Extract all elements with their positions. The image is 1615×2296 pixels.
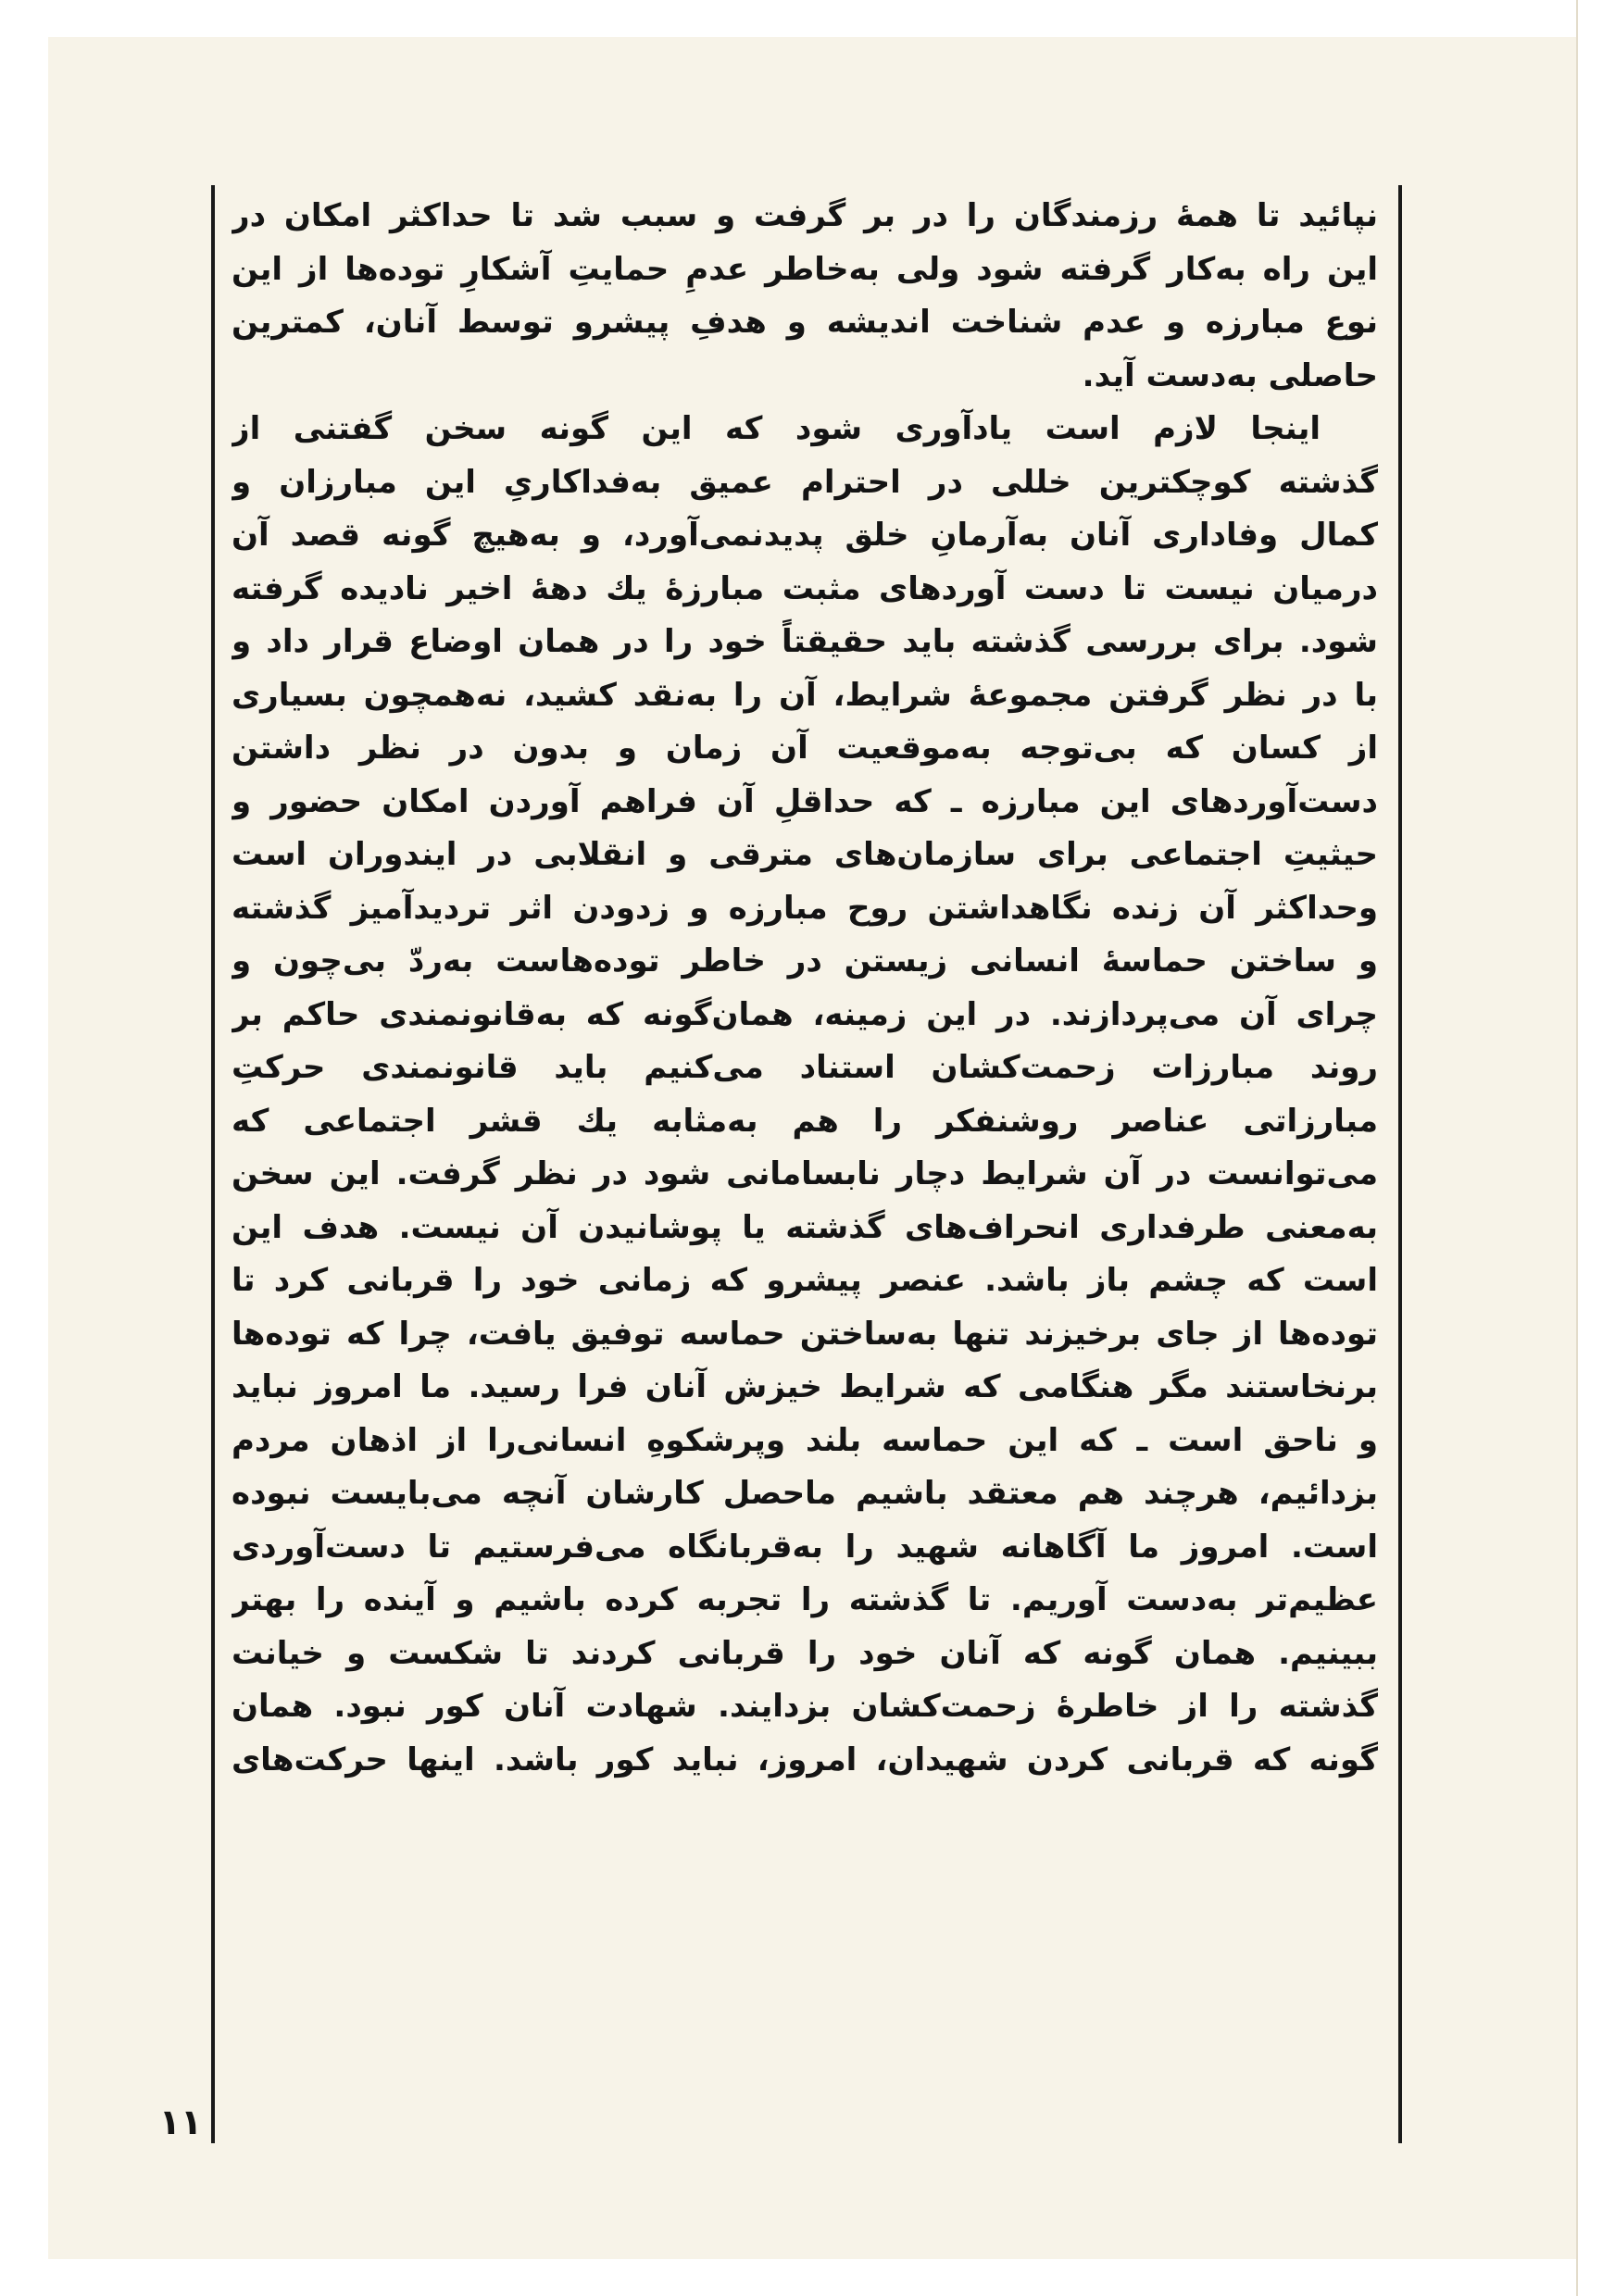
body-text — [232, 190, 1378, 2134]
left-margin-rule — [211, 185, 215, 2143]
page-number: ۱۱ — [158, 2102, 203, 2142]
text-line: چرای آن می‌پردازند. در این زمینه، همان‌گونه که به‌قانونمندی حاکم بر — [232, 995, 1378, 1033]
text-line: توده‌ها از جای برخیزند تنها به‌ساختن حماسه توفیق یافت، چرا که توده‌ها — [232, 1315, 1378, 1353]
paragraph-1 — [232, 190, 1378, 403]
paragraph-2 — [232, 403, 1378, 1787]
text-line: و ساختن حماسهٔ انسانی زیستن در خاطر توده‌هاست به‌ردّ بی‌چون و — [232, 942, 1378, 980]
text-line: از کسان که بی‌توجه به‌موقعیت آن زمان و بدون در نظر داشتن — [232, 730, 1378, 767]
text-line: گذشته را از خاطرهٔ زحمت‌کشان بزدایند. شهادت آنان کور نبود. همان — [232, 1688, 1378, 1725]
text-line: گونه که قربانی کردن شهیدان، امروز، نباید کور باشد. اینها حرکت‌های — [232, 1741, 1378, 1778]
text-line: گذشته کوچکترین خللی در احترام عمیق به‌فداکاریِ این مبارزان و — [232, 463, 1378, 501]
text-line: این راه به‌کار گرفته شود ولی به‌خاطر عدمِ حمایتِ آشکارِ توده‌ها از این — [232, 250, 1378, 288]
text-line: می‌توانست در آن شرایط دچار نابسامانی شود در نظر گرفت. این سخن — [232, 1155, 1378, 1192]
text-line: شود. برای بررسی گذشته باید حقیقتاً خود را در همان اوضاع قرار داد و — [232, 623, 1378, 660]
text-line: اینجا لازم است یادآوری شود که این گونه سخن گفتنی از — [232, 410, 1321, 447]
text-line: روند مبارزات زحمت‌کشان استناد می‌کنیم باید قانونمندی حرکتِ — [232, 1049, 1378, 1086]
text-line: و ناحق است ـ که این حماسه بلند وپرشکوهِ انسانی‌را از اذهان مردم — [232, 1421, 1378, 1459]
text-line: مبارزاتی عناصر روشنفکر را هم به‌مثابه یك قشر اجتماعی که — [232, 1102, 1378, 1140]
text-line: نوع مبارزه و عدم شناخت اندیشه و هدفِ پیشرو توسط آنان، کمترین — [232, 304, 1378, 341]
text-line: وحداکثر آن زنده نگاهداشتن روح مبارزه و زدودن اثر تردیدآمیز گذشته — [232, 889, 1378, 927]
text-line: دست‌آوردهای این مبارزه ـ که حداقلِ آن فراهم آوردن امکان حضور و — [232, 782, 1378, 820]
text-line: درمیان نیست تا دست آوردهای مثبت مبارزهٔ یك دههٔ اخیر نادیده گرفته — [232, 569, 1378, 607]
text-line: است. امروز ما آگاهانه شهید را به‌قربانگاه می‌فرستیم تا دست‌آوردی — [232, 1528, 1378, 1566]
text-line: حاصلی به‌دست آید. — [1082, 356, 1378, 394]
text-line: نپائید تا همهٔ رزمندگان را در بر گرفت و سبب شد تا حداکثر امکان در — [232, 197, 1378, 234]
text-line: ببینیم. همان گونه که آنان خود را قربانی کردند تا شکست و خیانت — [232, 1634, 1378, 1672]
text-line: با در نظر گرفتن مجموعهٔ شرایط، آن را به‌نقد کشید، نه‌همچون بسیاری — [232, 676, 1378, 714]
right-margin-rule — [1398, 185, 1402, 2143]
text-line: بزدائیم، هرچند هم معتقد باشیم ماحصل کارشان آنچه می‌بایست نبوده — [232, 1475, 1378, 1512]
text-line: برنخاستند مگر هنگامی که شرایط خیزش آنان فرا رسید. ما امروز نباید — [232, 1368, 1378, 1405]
text-line: است که چشم باز باشد. عنصر پیشرو که زمانی خود را قربانی کرد تا — [232, 1262, 1378, 1299]
page-edge — [1576, 0, 1615, 2296]
text-line: به‌معنی طرفداری انحراف‌های گذشته یا پوشانیدن آن نیست. هدف این — [232, 1208, 1378, 1246]
text-line: عظیم‌تر به‌دست آوریم. تا گذشته را تجربه کرده باشیم و آینده را بهتر — [232, 1581, 1378, 1618]
text-line: کمال وفاداری آنان به‌آرمانِ خلق پدیدنمی‌آورد، و به‌هیچ گونه قصد آن — [232, 517, 1378, 554]
text-line: حیثیتِ اجتماعی برای سازمان‌های مترقی و انقلابی در ایندوران است — [232, 836, 1378, 873]
